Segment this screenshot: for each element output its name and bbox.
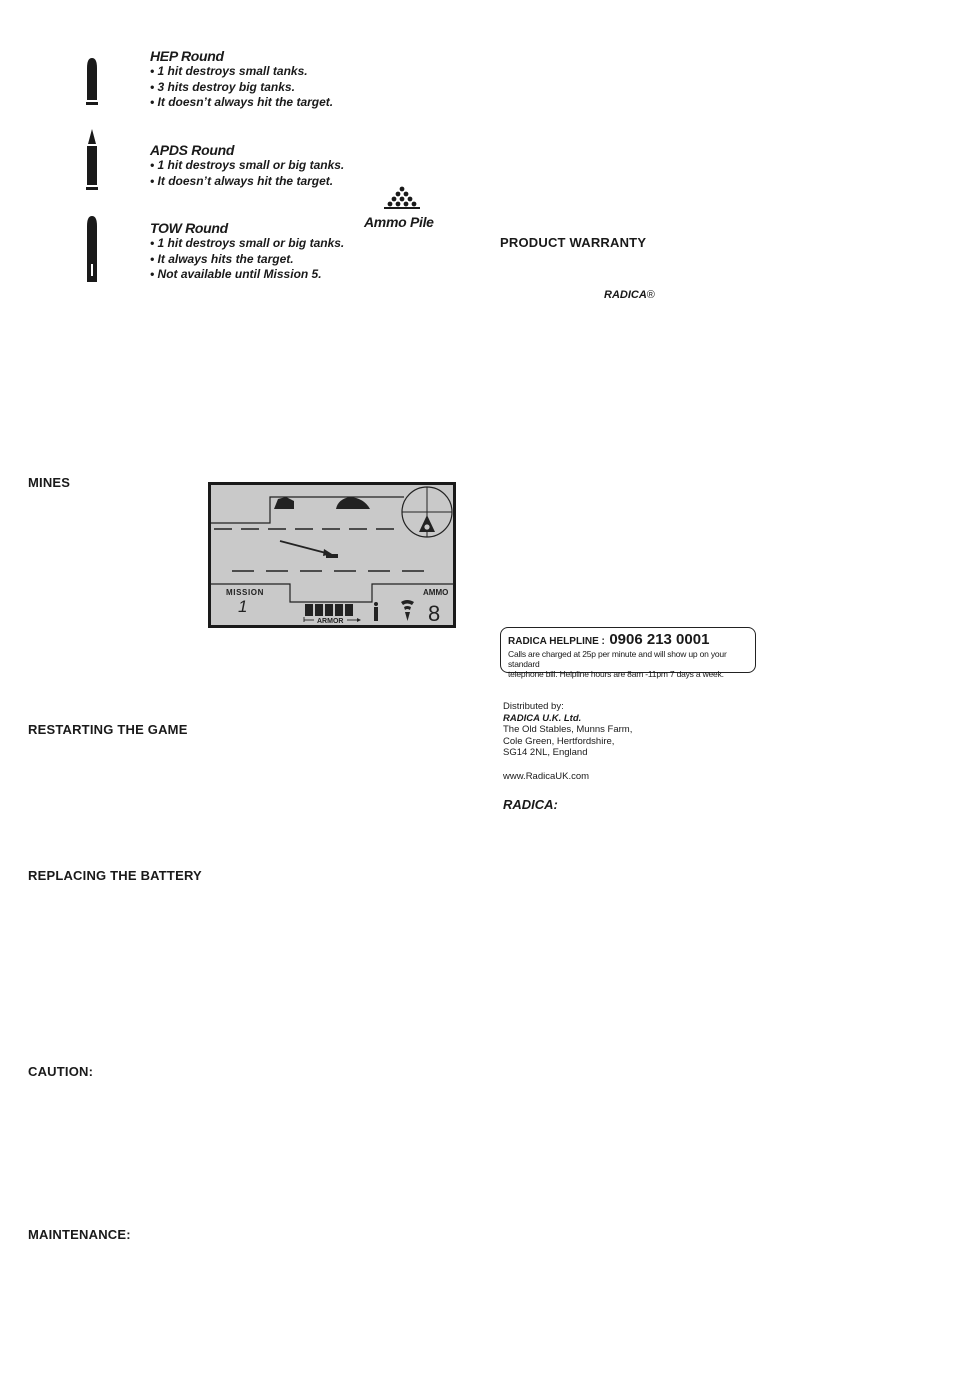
lcd-screen — [208, 482, 456, 628]
hep-round-icon — [84, 56, 100, 106]
armor-label: ARMOR — [317, 618, 344, 625]
caution-heading: CAUTION: — [28, 1064, 94, 1079]
tow-round-block — [150, 220, 344, 283]
distributor-address-line: Cole Green, Hertfordshire, — [503, 735, 615, 747]
distributor-block — [503, 701, 632, 759]
apds-round-icon — [84, 128, 100, 192]
mission-value: 1 — [238, 597, 248, 616]
apds-round-title: APDS Round — [150, 142, 235, 158]
radica-footer: RADICA: — [503, 797, 558, 812]
mines-heading: MINES — [28, 475, 71, 490]
radica-mark: RADICA — [604, 289, 647, 301]
hep-round-line: • 3 hits destroy big tanks. — [150, 79, 295, 94]
registered-symbol: ® — [646, 289, 655, 301]
tow-round-line: • Not available until Mission 5. — [150, 267, 322, 281]
hep-round-title: HEP Round — [150, 48, 224, 64]
ammo-pile-label: Ammo Pile — [364, 214, 434, 230]
battery-heading: REPLACING THE BATTERY — [28, 868, 202, 883]
restarting-heading: RESTARTING THE GAME — [28, 722, 188, 737]
distributor-address-line: The Old Stables, Munns Farm, — [503, 724, 633, 735]
apds-round-block — [150, 142, 344, 189]
ammo-value: 8 — [428, 601, 441, 626]
apds-round-line: • It doesn’t always hit the target. — [150, 173, 334, 188]
distributor-company: RADICA U.K. Ltd. — [503, 712, 582, 724]
hep-round-line: • It doesn’t always hit the target. — [150, 95, 334, 109]
product-warranty-heading: PRODUCT WARRANTY — [500, 235, 647, 250]
radar-icon — [402, 487, 452, 537]
ammo-label: AMMO — [423, 588, 449, 597]
helpline-label: RADICA HELPLINE : — [508, 636, 605, 647]
armor-meter — [305, 604, 353, 616]
lcd-tow-round-icon — [374, 602, 378, 621]
tow-round-title: TOW Round — [150, 220, 228, 236]
tow-round-icon — [84, 214, 100, 284]
hep-round-line: • 1 hit destroys small tanks. — [150, 64, 308, 78]
maintenance-heading: MAINTENANCE: — [28, 1227, 131, 1242]
hep-round-block — [150, 48, 333, 111]
helpline-box — [500, 627, 756, 679]
distributor-website[interactable]: www.RadicaUK.com — [503, 771, 590, 782]
helpline-note: telephone bill. Helpline hours are 8am -11pm 7 days a week. — [508, 669, 724, 679]
distributor-intro: Distributed by: — [503, 701, 564, 712]
helpline-note: Calls are charged at 25p per minute and will show up on your standard — [508, 649, 727, 669]
radica-trademark — [604, 289, 655, 301]
helpline-number: 0906 213 0001 — [609, 631, 710, 648]
apds-round-line: • 1 hit destroys small or big tanks. — [150, 158, 345, 172]
ammo-pile-icon — [382, 186, 422, 210]
tow-round-line: • It always hits the target. — [150, 251, 294, 266]
tow-round-line: • 1 hit destroys small or big tanks. — [150, 236, 345, 250]
distributor-address-line: SG14 2NL, England — [503, 747, 588, 758]
mission-label: MISSION — [226, 588, 264, 597]
